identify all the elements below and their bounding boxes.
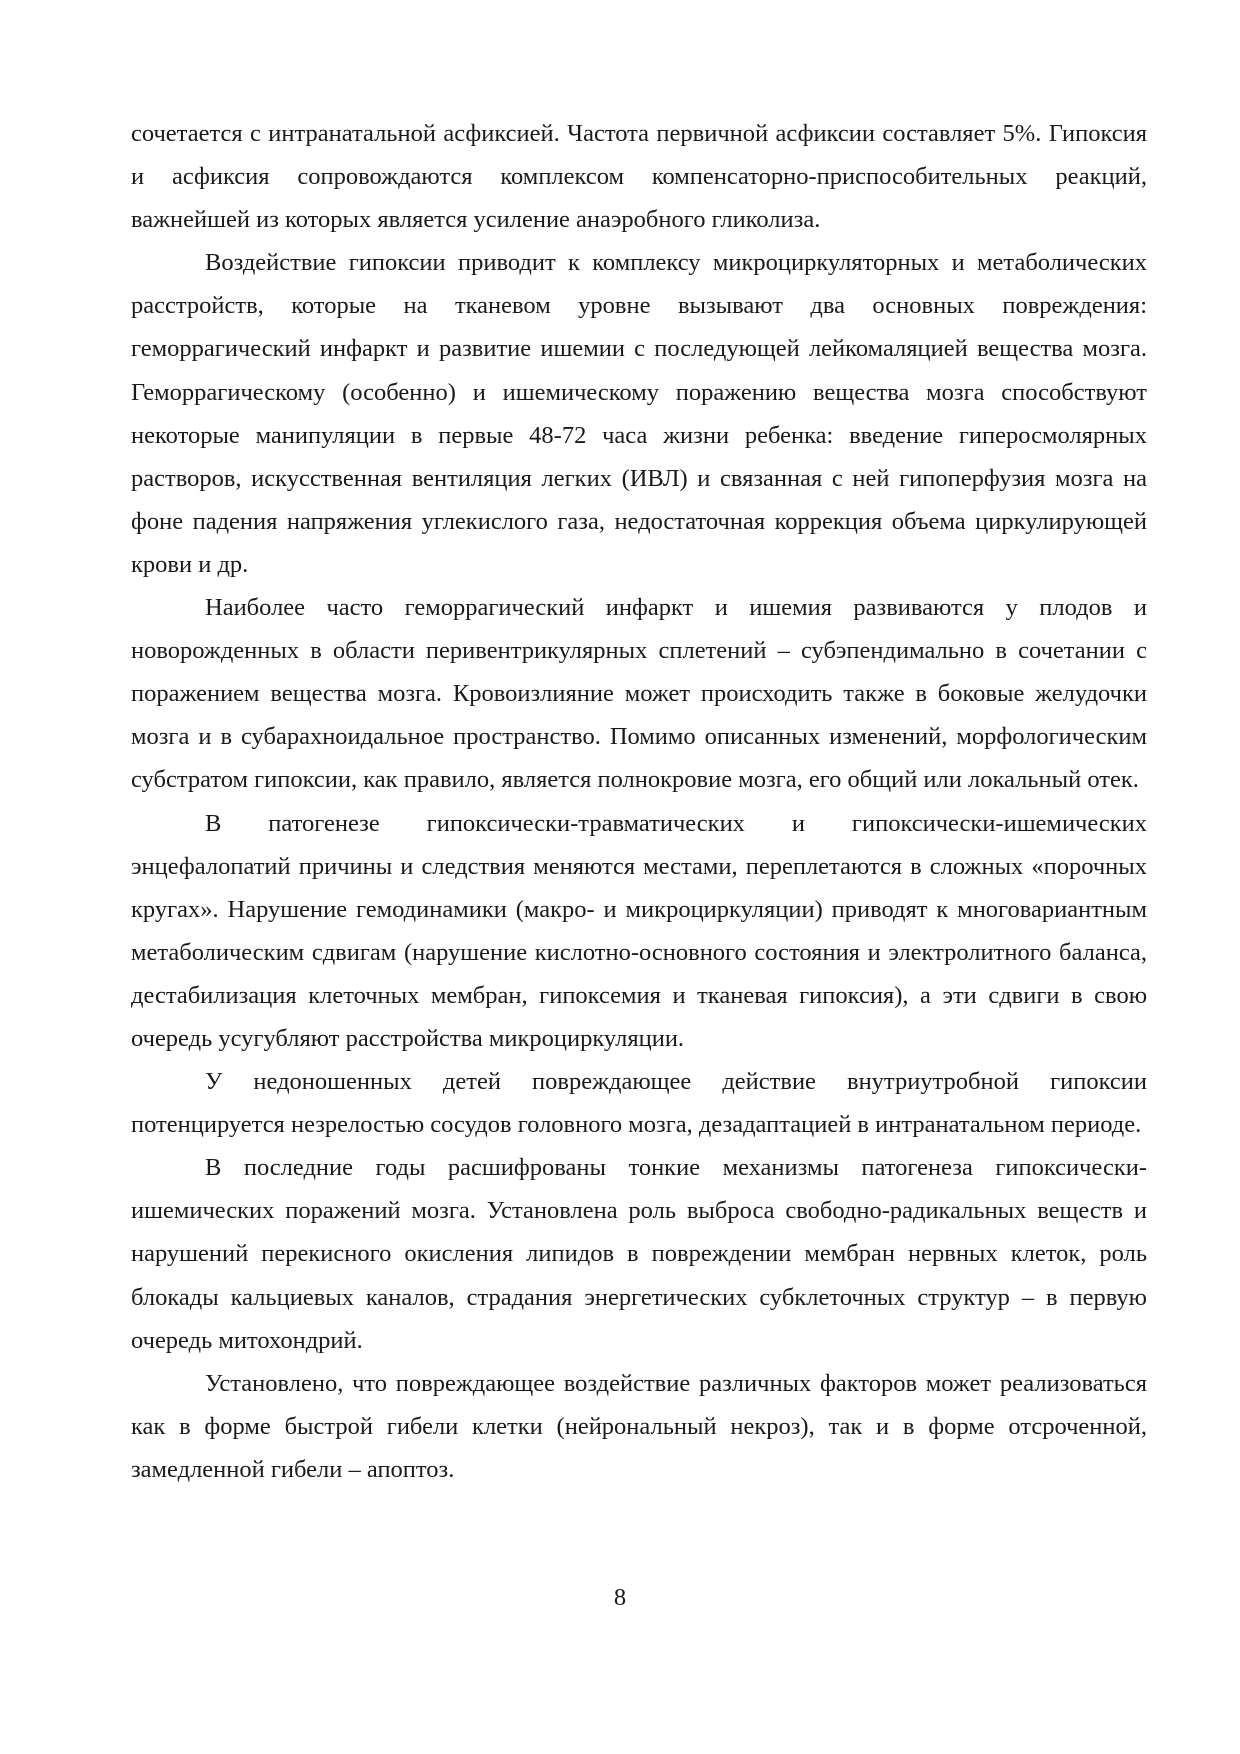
paragraph-6: В последние годы расшифрованы тонкие механизмы патогенеза гипоксически-ишемических поражений мозга. Установлена роль выброса свободно-радикальных веществ и нарушений перекисного окисления липидов в повреждении мембран нервных клеток, роль блокады кальциевых каналов, страдания энергетических субклеточных структур – в первую очередь митохондрий. [131,1154,1147,1354]
paragraph-1: сочетается с интранатальной асфиксией. Частота первичной асфиксии составляет 5%. Гипоксия и асфиксия сопровождаются комплексом компенсаторно-приспособительных реакций, важнейшей из которых является усиление анаэробного гликолиза. [131,120,1147,234]
document-body [131,112,1147,1491]
paragraph-7: Установлено, что повреждающее воздействие различных факторов может реализоваться как в форме быстрой гибели клетки (нейрональный некроз), так и в форме отсроченной, замедленной гибели – апоптоз. [131,1369,1147,1483]
paragraph-5: У недоношенных детей повреждающее действие внутриутробной гипоксии потенцируется незрелостью сосудов головного мозга, дезадаптацией в интранатальном периоде. [131,1068,1147,1139]
paragraph-2: Воздействие гипоксии приводит к комплексу микроциркуляторных и метаболических расстройств, которые на тканевом уровне вызывают два основных повреждения: геморрагический инфаркт и развитие ишемии с последующей лейкомаляцией вещества мозга. Геморрагическому (особенно) и ишемическому поражению вещества мозга способствуют некоторые манипуляции в первые 48-72 часа жизни ребенка: введение гиперосмолярных растворов, искусственная вентиляция легких (ИВЛ) и связанная с ней гипоперфузия мозга на фоне падения напряжения углекислого газа, недостаточная коррекция объема циркулирующей крови и др. [131,249,1147,578]
paragraph-3: Наиболее часто геморрагический инфаркт и ишемия развиваются у плодов и новорожденных в области перивентрикулярных сплетений – субэпендимально в сочетании с поражением вещества мозга. Кровоизлияние может происходить также в боковые желудочки мозга и в субарахноидальное пространство. Помимо описанных изменений, морфологическим субстратом гипоксии, как правило, является полнокровие мозга, его общий или локальный отек. [131,594,1147,794]
page-number: 8 [613,1584,627,1611]
paragraph-4: В патогенезе гипоксически-травматических и гипоксически-ишемических энцефалопатий причины и следствия меняются местами, переплетаются в сложных «порочных кругах». Нарушение гемодинамики (макро- и микроциркуляции) приводят к многовариантным метаболическим сдвигам (нарушение кислотно-основного состояния и электролитного баланса, дестабилизация клеточных мембран, гипоксемия и тканевая гипоксия), а эти сдвиги в свою очередь усугубляют расстройства микроциркуляции. [131,809,1147,1052]
